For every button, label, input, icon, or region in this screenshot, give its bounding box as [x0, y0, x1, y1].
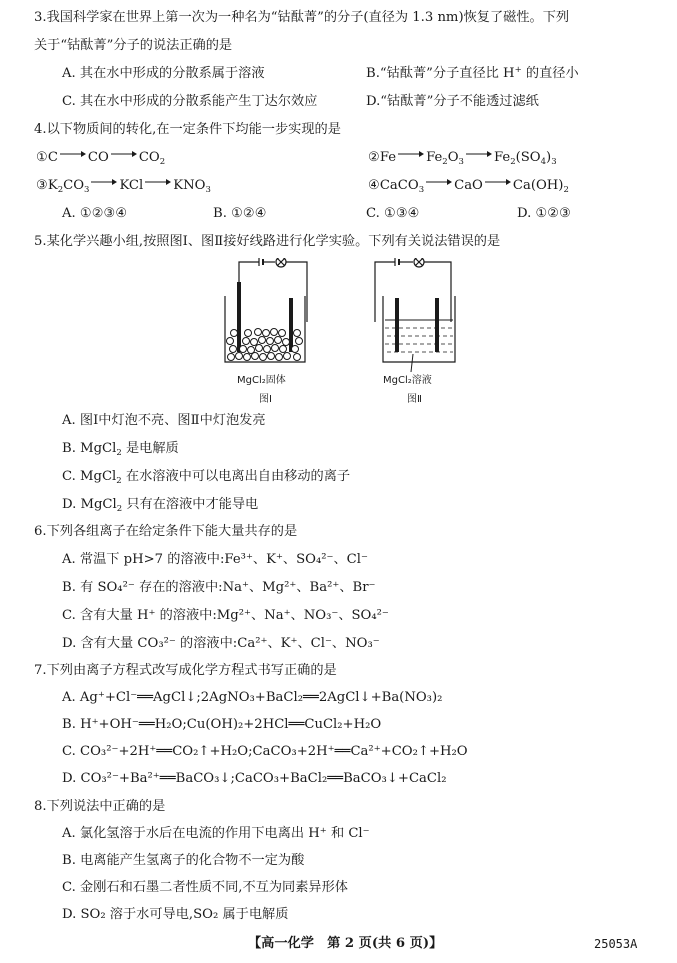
- q5-option-b: B. MgCl$_2$ 是电解质: [62, 441, 179, 458]
- figure-2-caption: 图Ⅱ: [407, 394, 422, 405]
- arrow-right-icon: [466, 150, 492, 158]
- q5-option-a: A. 图Ⅰ中灯泡不亮、图Ⅱ中灯泡发亮: [62, 413, 266, 428]
- arrow-right-icon: [60, 150, 86, 158]
- arrow-right-icon: [91, 178, 117, 186]
- q3-option-c: C. 其在水中形成的分散系能产生丁达尔效应: [62, 94, 318, 109]
- q7-option-a: A. Ag⁺+Cl⁻══AgCl↓;2AgNO₃+BaCl₂══2AgCl↓+Ba(NO₃)₂: [62, 690, 443, 705]
- figure-1-label: MgCl₂固体: [237, 375, 286, 386]
- q6-option-c: C. 含有大量 H⁺ 的溶液中:Mg²⁺、Na⁺、NO₃⁻、SO₄²⁻: [62, 608, 389, 623]
- q4-choice-c: C. ①③④: [366, 206, 420, 221]
- q7-stem: 7.下列由离子方程式改写成化学方程式书写正确的是: [34, 663, 337, 678]
- arrow-right-icon: [111, 150, 137, 158]
- arrow-right-icon: [426, 178, 452, 186]
- q6-stem: 6.下列各组离子在给定条件下能大量共存的是: [34, 524, 298, 539]
- q7-option-d: D. CO₃²⁻+Ba²⁺══BaCO₃↓;CaCO₃+BaCl₂══BaCO₃↓+CaCl₂: [62, 771, 447, 786]
- q8-option-a: A. 氯化氢溶于水后在电流的作用下电离出 H⁺ 和 Cl⁻: [62, 826, 370, 841]
- q5-apparatus-figures: [215, 258, 475, 408]
- q7-option-c: C. CO₃²⁻+2H⁺══CO₂↑+H₂O;CaCO₃+2H⁺══Ca²⁺+CO₂↑+H₂O: [62, 744, 468, 759]
- q4-item-1: ①C CO $CO_2$: [36, 150, 166, 167]
- q3-option-d: D.“钴酞菁”分子不能透过滤纸: [366, 94, 539, 109]
- arrow-right-icon: [398, 150, 424, 158]
- figure-1-circuit: [239, 258, 307, 322]
- q7-option-b: B. H⁺+OH⁻══H₂O;Cu(OH)₂+2HCl══CuCl₂+H₂O: [62, 717, 382, 732]
- q4-item-2: ②Fe $Fe_2O_3$ $Fe_2(SO_4)_3$: [368, 150, 557, 167]
- q3-option-a: A. 其在水中形成的分散系属于溶液: [62, 66, 265, 81]
- figure-2-circuit: [375, 258, 451, 322]
- q8-option-b: B. 电离能产生氢离子的化合物不一定为酸: [62, 853, 305, 868]
- q6-option-a: A. 常温下 pH>7 的溶液中:Fe³⁺、K⁺、SO₄²⁻、Cl⁻: [62, 552, 368, 567]
- q4-stem: 4.以下物质间的转化,在一定条件下均能一步实现的是: [34, 122, 341, 137]
- q4-item-3: $③K_2CO_3$ KCl $KNO_3$: [36, 178, 211, 195]
- q8-option-c: C. 金刚石和石墨二者性质不同,不互为同素异形体: [62, 880, 348, 895]
- q5-option-c: C. MgCl$_2$ 在水溶液中可以电离出自由移动的离子: [62, 469, 351, 486]
- page-footer-code: 25053A: [594, 937, 638, 951]
- q3-option-b: B.“钴酞菁”分子直径比 H+ 的直径小: [366, 65, 579, 81]
- figure-2-label: MgCl₂溶液: [383, 375, 432, 386]
- q4-choice-b: B. ①②④: [213, 206, 267, 221]
- arrow-right-icon: [145, 178, 171, 186]
- q3-stem-line2: 关于“钴酞菁”分子的说法正确的是: [34, 38, 233, 53]
- figure-1-caption: 图Ⅰ: [259, 394, 272, 405]
- q5-stem: 5.某化学兴趣小组,按照图Ⅰ、图Ⅱ接好线路进行化学实验。下列有关说法错误的是: [34, 234, 501, 249]
- solution-leader-line: [411, 354, 413, 372]
- q6-option-d: D. 含有大量 CO₃²⁻ 的溶液中:Ca²⁺、K⁺、Cl⁻、NO₃⁻: [62, 636, 380, 651]
- arrow-right-icon: [485, 178, 511, 186]
- q8-option-d: D. SO₂ 溶于水可导电,SO₂ 属于电解质: [62, 907, 289, 922]
- q6-option-b: B. 有 SO₄²⁻ 存在的溶液中:Na⁺、Mg²⁺、Ba²⁺、Br⁻: [62, 580, 376, 595]
- q4-item-4: ④CaCO$_3$ CaO $Ca(OH)_2$: [368, 178, 569, 195]
- q3-stem-line1: 3.我国科学家在世界上第一次为一种名为“钴酞菁”的分子(直径为 1.3 nm)恢复了磁性。下列: [34, 10, 570, 25]
- q4-choice-a: A. ①②③④: [62, 206, 128, 221]
- page-footer-title: 【高一化学 第 2 页(共 6 页)】: [248, 936, 443, 951]
- q8-stem: 8.下列说法中正确的是: [34, 799, 166, 814]
- q4-choice-d: D. ①②③: [517, 206, 571, 221]
- q5-option-d: D. MgCl$_2$ 只有在溶液中才能导电: [62, 497, 259, 514]
